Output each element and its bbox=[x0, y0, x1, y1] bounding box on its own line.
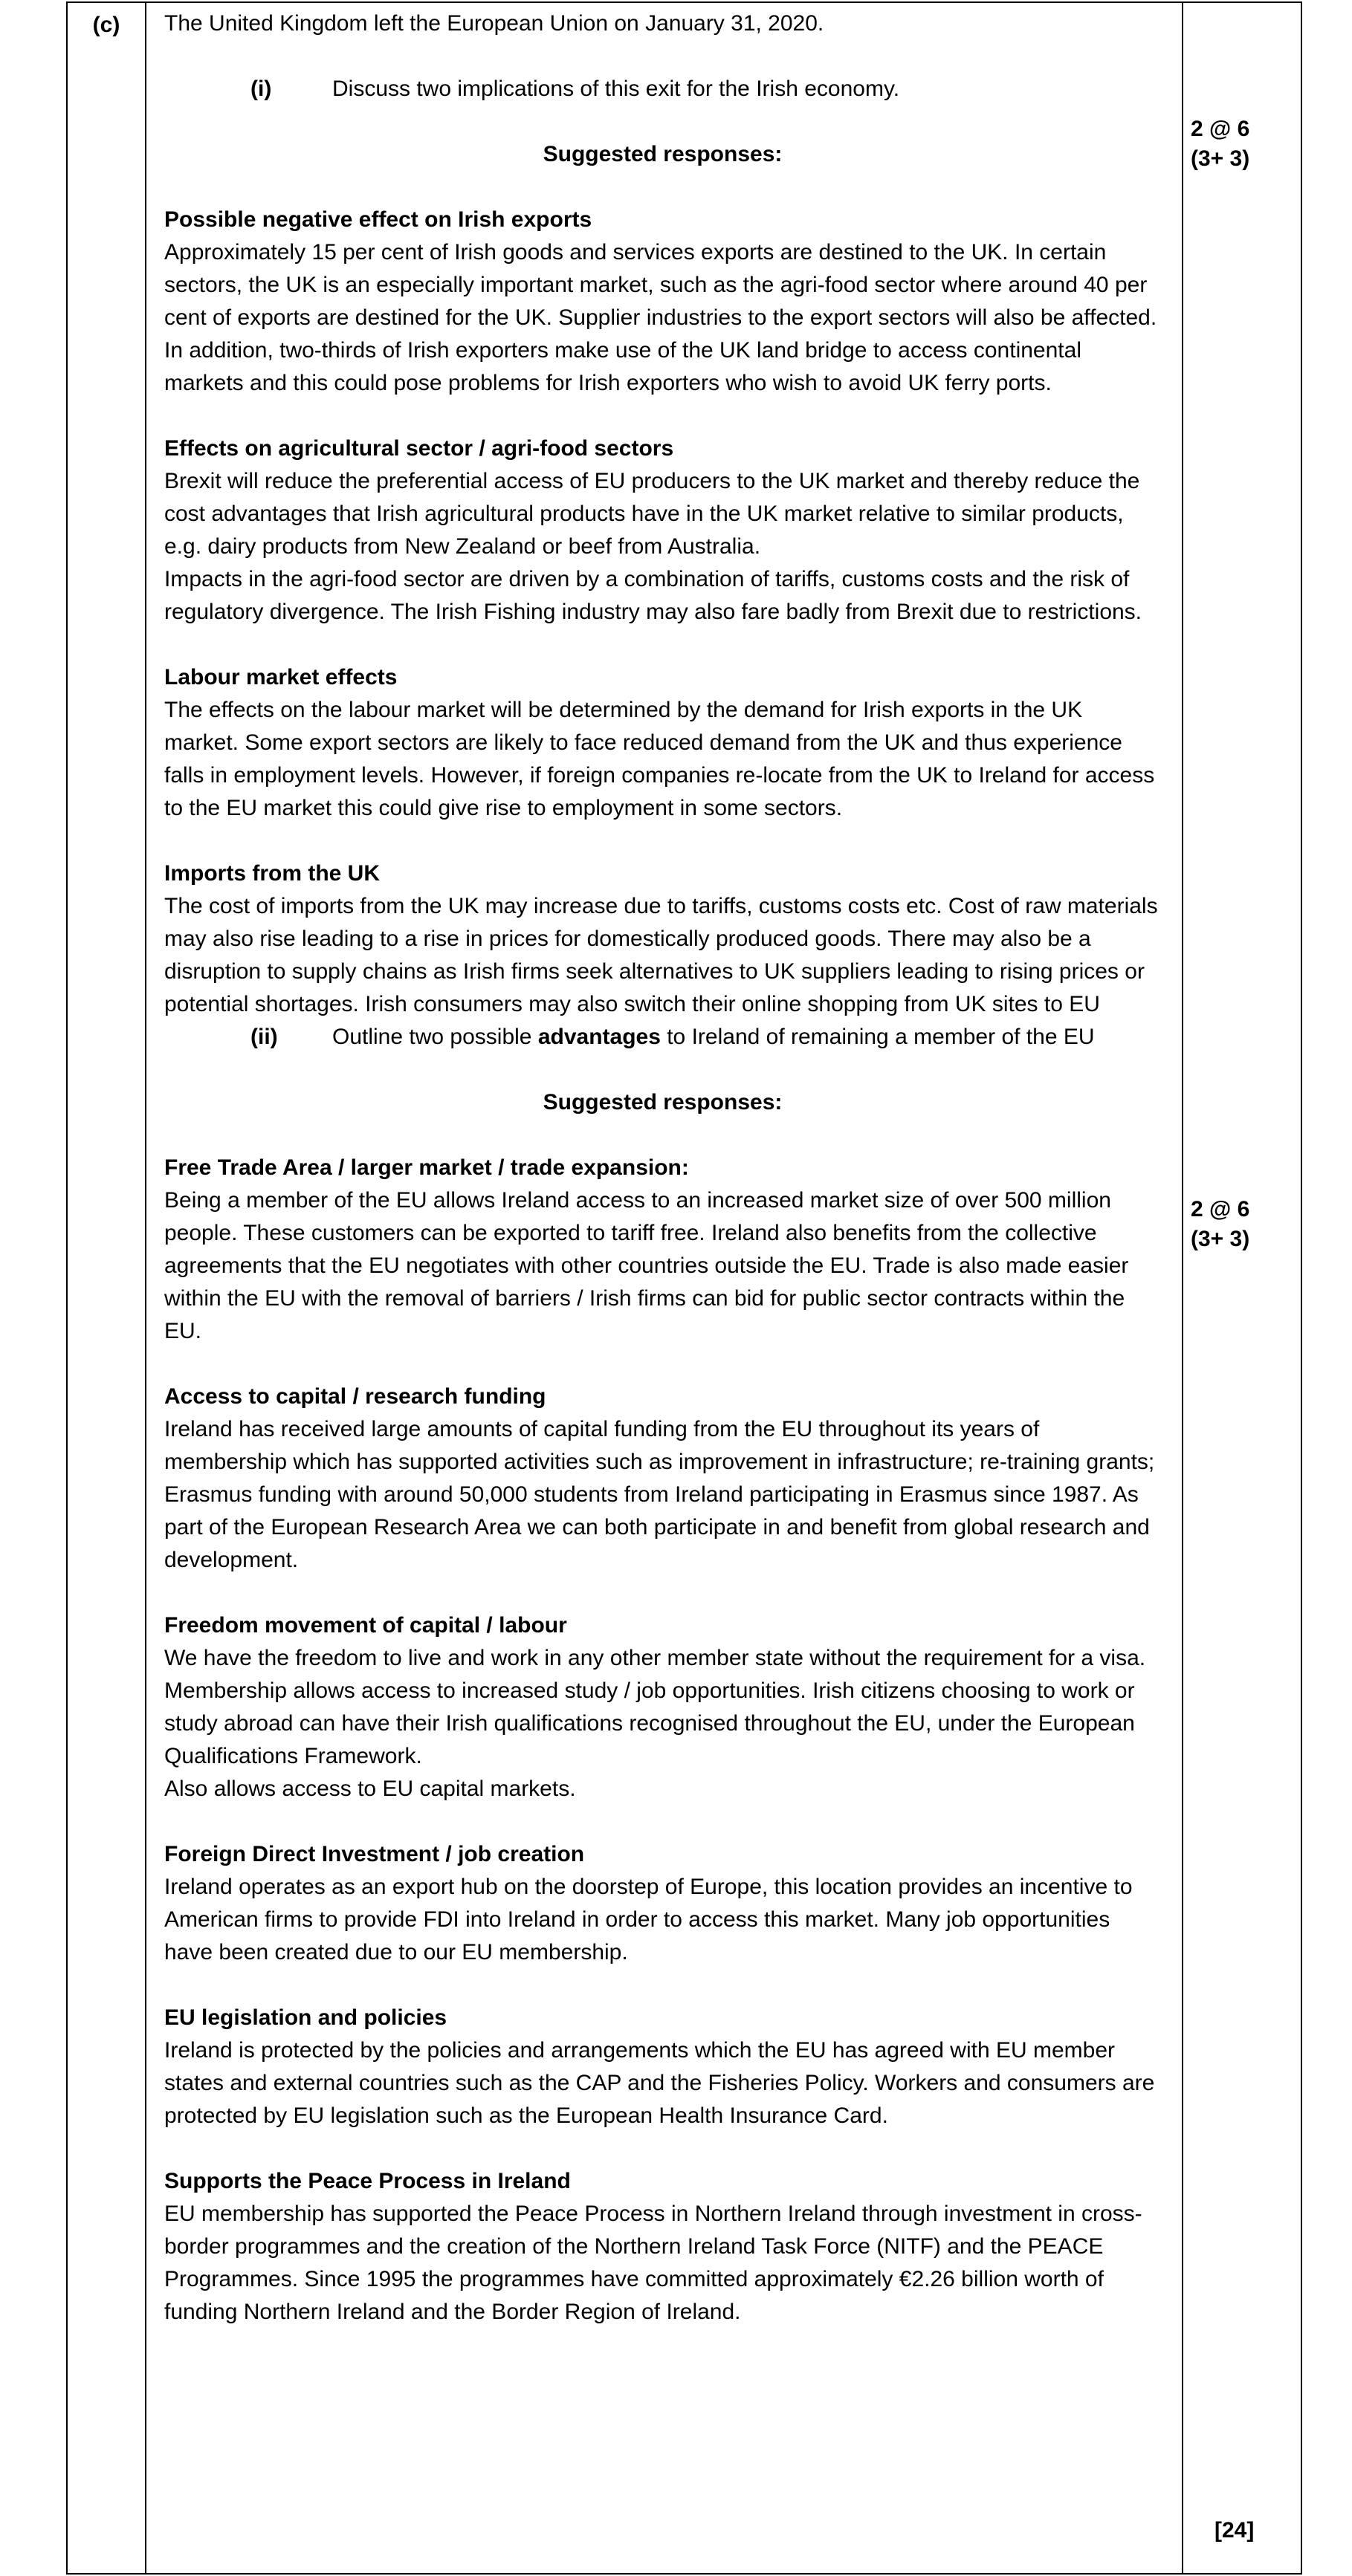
response-body: Also allows access to EU capital markets. bbox=[164, 1777, 576, 1801]
response-body: Ireland is protected by the policies and arrangements which the EU has agreed with EU member states and external countries such as the CAP and the Fisheries Policy. Workers and consumers are protected by EU legislation such as the European Health Insurance Card. bbox=[164, 2038, 1155, 2128]
question-i-text: Discuss two implications of this exit for the Irish economy. bbox=[332, 77, 900, 101]
content-column bbox=[146, 3, 1182, 2573]
marks-part-i-line2: (3+ 3) bbox=[1191, 146, 1250, 171]
response-body: Approximately 15 per cent of Irish goods and services exports are destined to the UK. In certain sectors, the UK is an especially important market, such as the agri-food sector where around 40 per cent of exports are destined for the UK. Supplier industries to the export sectors will also be affected. In addition, two-thirds of Irish exporters make use of the UK land bridge to access continental markets and this could pose problems for Irish exporters who wish to avoid UK ferry ports. bbox=[164, 240, 1157, 395]
marks-part-ii-line1: 2 @ 6 bbox=[1191, 1197, 1250, 1222]
response-body: EU membership has supported the Peace Process in Northern Ireland through investment in cross-border programmes and the creation of the Northern Ireland Task Force (NITF) and the PEACE Programmes. Since 1995 the programmes have committed approximately €2.26 billion worth of funding Northern Ireland and the Border Region of Ireland. bbox=[164, 2202, 1142, 2324]
response-body: Being a member of the EU allows Ireland access to an increased market size of over 500 million people. These customers can be exported to tariff free. Ireland also benefits from the collective agreements that the EU negotiates with other countries outside the EU. Trade is also made easier within the EU with the removal of barriers / Irish firms can bid for public sector contracts within the EU. bbox=[164, 1188, 1129, 1343]
response-body: Ireland operates as an export hub on the doorstep of Europe, this location provides an incentive to American firms to provide FDI into Ireland in order to access this market. Many job opportunities have been created due to our EU membership. bbox=[164, 1875, 1133, 1965]
response-heading: Possible negative effect on Irish exports bbox=[164, 207, 592, 232]
response-heading: Access to capital / research funding bbox=[164, 1384, 546, 1409]
response-heading: Free Trade Area / larger market / trade expansion: bbox=[164, 1155, 689, 1180]
response-heading: Labour market effects bbox=[164, 665, 398, 690]
response-heading: Foreign Direct Investment / job creation bbox=[164, 1842, 585, 1866]
question-ii-number: (ii) bbox=[250, 1025, 278, 1049]
suggested-responses-heading-i: Suggested responses: bbox=[543, 142, 783, 166]
response-body: Brexit will reduce the preferential access of EU producers to the UK market and thereby reduce the cost advantages that Irish agricultural products have in the UK market relative to similar products, e.g. dairy products from New Zealand or beef from Australia. bbox=[164, 469, 1140, 559]
response-paragraph bbox=[164, 2002, 1161, 2132]
response-body: The effects on the labour market will be determined by the demand for Irish exports in the UK market. Some export sectors are likely to face reduced demand from the UK and thus experience falls in employment levels. However, if foreign companies re-locate from the UK to Ireland for access to the EU market this could give rise to employment in some sectors. bbox=[164, 698, 1155, 820]
question-i-number: (i) bbox=[250, 77, 272, 101]
response-paragraph bbox=[164, 1609, 1161, 1806]
response-paragraph bbox=[164, 661, 1161, 825]
response-body: Ireland has received large amounts of capital funding from the EU throughout its years of membership which has supported activities such as improvement in infrastructure; re-training grants; Erasmus funding with around 50,000 students from Ireland participating in Erasmus since 1987. As part of the European Research Area we can both participate in and benefit from global research and development. bbox=[164, 1417, 1155, 1572]
total-marks: [24] bbox=[1214, 2518, 1255, 2543]
marks-part-i-line1: 2 @ 6 bbox=[1191, 117, 1250, 141]
marks-part-ii-line2: (3+ 3) bbox=[1191, 1227, 1250, 1251]
response-heading: Effects on agricultural sector / agri-food sectors bbox=[164, 436, 674, 461]
marks-part-i bbox=[1191, 114, 1249, 174]
marks-column bbox=[1182, 3, 1301, 2573]
response-paragraph bbox=[164, 1152, 1161, 1348]
response-heading: Supports the Peace Process in Ireland bbox=[164, 2169, 571, 2193]
question-ii-text-bold: advantages bbox=[537, 1025, 661, 1049]
suggested-responses-heading-ii: Suggested responses: bbox=[543, 1090, 783, 1115]
question-intro-text: The United Kingdom left the European Union on January 31, 2020. bbox=[164, 11, 824, 36]
question-ii-text-post: to Ireland of remaining a member of the EU bbox=[660, 1025, 1095, 1049]
exam-table bbox=[66, 1, 1302, 2575]
response-heading: Imports from the UK bbox=[164, 861, 381, 886]
question-ii-text-pre: Outline two possible bbox=[332, 1025, 538, 1049]
response-body: Impacts in the agri-food sector are driven by a combination of tariffs, customs costs and the risk of regulatory divergence. The Irish Fishing industry may also fare badly from Brexit due to restrictions. bbox=[164, 567, 1142, 624]
response-body: We have the freedom to live and work in any other member state without the requirement for a visa. Membership allows access to increased study / job opportunities. Irish citizens choosing to work or study abroad can have their Irish qualifications recognised throughout the EU, under the European Qualifications Framework. bbox=[164, 1646, 1146, 1768]
question-part-label: (c) bbox=[92, 13, 120, 37]
response-heading: Freedom movement of capital / labour bbox=[164, 1613, 567, 1638]
question-marker-column bbox=[68, 3, 146, 2573]
question-i-line bbox=[164, 73, 1161, 106]
response-paragraph bbox=[164, 432, 1161, 629]
question-ii-line bbox=[164, 1021, 1161, 1054]
response-paragraph bbox=[164, 204, 1161, 400]
marks-part-ii bbox=[1191, 1195, 1249, 1254]
response-paragraph bbox=[164, 2165, 1161, 2329]
response-paragraph bbox=[164, 857, 1161, 1021]
response-heading: EU legislation and policies bbox=[164, 2005, 447, 2030]
response-paragraph bbox=[164, 1381, 1161, 1577]
response-body: The cost of imports from the UK may increase due to tariffs, customs costs etc. Cost of raw materials may also rise leading to a rise in prices for domestically produced goods. There may also be a disruption to supply chains as Irish firms seek alternatives to UK suppliers leading to rising prices or potential shortages. Irish consumers may also switch their online shopping from UK sites to EU bbox=[164, 894, 1158, 1016]
response-paragraph bbox=[164, 1838, 1161, 1969]
